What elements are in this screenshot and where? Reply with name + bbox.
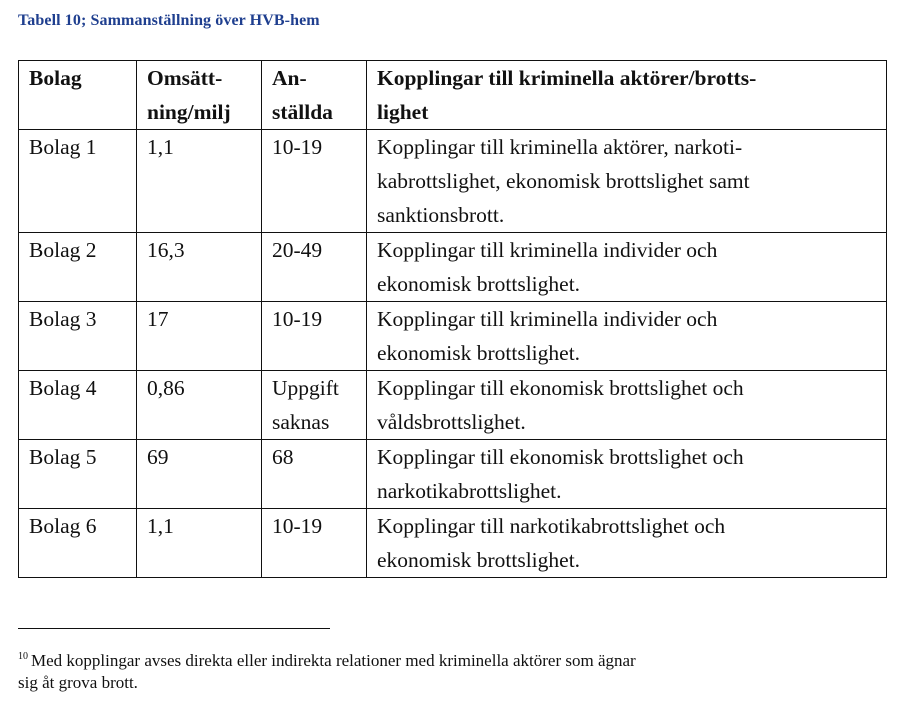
cell-anstallda-line: 20-49: [272, 238, 323, 262]
cell-kopplingar: [367, 440, 887, 509]
footnote-line2: sig åt grova brott.: [18, 673, 138, 692]
header-anstallda-line2: ställda: [272, 100, 333, 124]
cell-kopplingar-line: narkotikabrottslighet.: [377, 479, 562, 503]
cell-kopplingar-line: våldsbrottslighet.: [377, 410, 526, 434]
cell-kopplingar: [367, 130, 887, 233]
cell-kopplingar-line: Kopplingar till ekonomisk brottslighet och: [377, 376, 744, 400]
cell-anstallda: [262, 371, 367, 440]
table-row: [19, 302, 887, 371]
cell-anstallda: [262, 233, 367, 302]
cell-bolag: Bolag 1: [19, 130, 137, 233]
header-anstallda: [262, 61, 367, 130]
header-omsattning-line1: Omsätt-: [147, 66, 223, 90]
table-row: [19, 440, 887, 509]
cell-kopplingar: [367, 233, 887, 302]
footnote-separator: [18, 628, 330, 629]
cell-kopplingar: [367, 302, 887, 371]
header-omsattning: [137, 61, 262, 130]
header-bolag-text: Bolag: [29, 66, 82, 90]
cell-bolag: Bolag 4: [19, 371, 137, 440]
cell-kopplingar-line: ekonomisk brottslighet.: [377, 272, 581, 296]
footnote: [18, 646, 878, 694]
header-omsattning-line2: ning/milj: [147, 100, 231, 124]
table-caption: Tabell 10; Sammanställning över HVB-hem: [18, 12, 320, 29]
cell-kopplingar-line: ekonomisk brottslighet.: [377, 548, 581, 572]
cell-bolag: Bolag 5: [19, 440, 137, 509]
cell-omsattning: 1,1: [137, 509, 262, 578]
cell-anstallda-line: 10-19: [272, 307, 323, 331]
cell-kopplingar-line: Kopplingar till kriminella individer och: [377, 238, 718, 262]
cell-bolag: Bolag 6: [19, 509, 137, 578]
header-kopplingar: [367, 61, 887, 130]
table-row: [19, 130, 887, 233]
cell-kopplingar: [367, 509, 887, 578]
header-kopplingar-line2: lighet: [377, 100, 429, 124]
cell-omsattning: 1,1: [137, 130, 262, 233]
table-row: [19, 509, 887, 578]
cell-kopplingar-line: sanktionsbrott.: [377, 203, 505, 227]
cell-anstallda-line: 10-19: [272, 514, 323, 538]
cell-anstallda-line: 68: [272, 445, 294, 469]
cell-omsattning: 17: [137, 302, 262, 371]
cell-kopplingar-line: Kopplingar till narkotikabrottslighet och: [377, 514, 726, 538]
cell-omsattning: 69: [137, 440, 262, 509]
cell-anstallda-line: saknas: [272, 410, 330, 434]
table-row: [19, 371, 887, 440]
header-row: [19, 61, 887, 130]
cell-kopplingar: [367, 371, 887, 440]
cell-anstallda: [262, 440, 367, 509]
header-bolag: [19, 61, 137, 130]
cell-anstallda-line: 10-19: [272, 135, 323, 159]
cell-kopplingar-line: Kopplingar till kriminella individer och: [377, 307, 718, 331]
cell-anstallda: [262, 509, 367, 578]
hvb-summary-table: [18, 60, 887, 578]
footnote-line1: Med kopplingar avses direkta eller indirekta relationer med kriminella aktörer som ägnar: [31, 651, 636, 670]
cell-kopplingar-line: kabrottslighet, ekonomisk brottslighet samt: [377, 169, 750, 193]
header-anstallda-line1: An-: [272, 66, 307, 90]
footnote-number: 10: [18, 651, 28, 662]
cell-bolag: Bolag 3: [19, 302, 137, 371]
cell-anstallda: [262, 302, 367, 371]
cell-kopplingar-line: Kopplingar till ekonomisk brottslighet och: [377, 445, 744, 469]
cell-anstallda-line: Uppgift: [272, 376, 339, 400]
cell-bolag: Bolag 2: [19, 233, 137, 302]
cell-omsattning: 0,86: [137, 371, 262, 440]
cell-anstallda: [262, 130, 367, 233]
cell-kopplingar-line: ekonomisk brottslighet.: [377, 341, 581, 365]
cell-kopplingar-line: Kopplingar till kriminella aktörer, narkoti-: [377, 135, 743, 159]
header-kopplingar-line1: Kopplingar till kriminella aktörer/brotts-: [377, 66, 757, 90]
cell-omsattning: 16,3: [137, 233, 262, 302]
table-row: [19, 233, 887, 302]
